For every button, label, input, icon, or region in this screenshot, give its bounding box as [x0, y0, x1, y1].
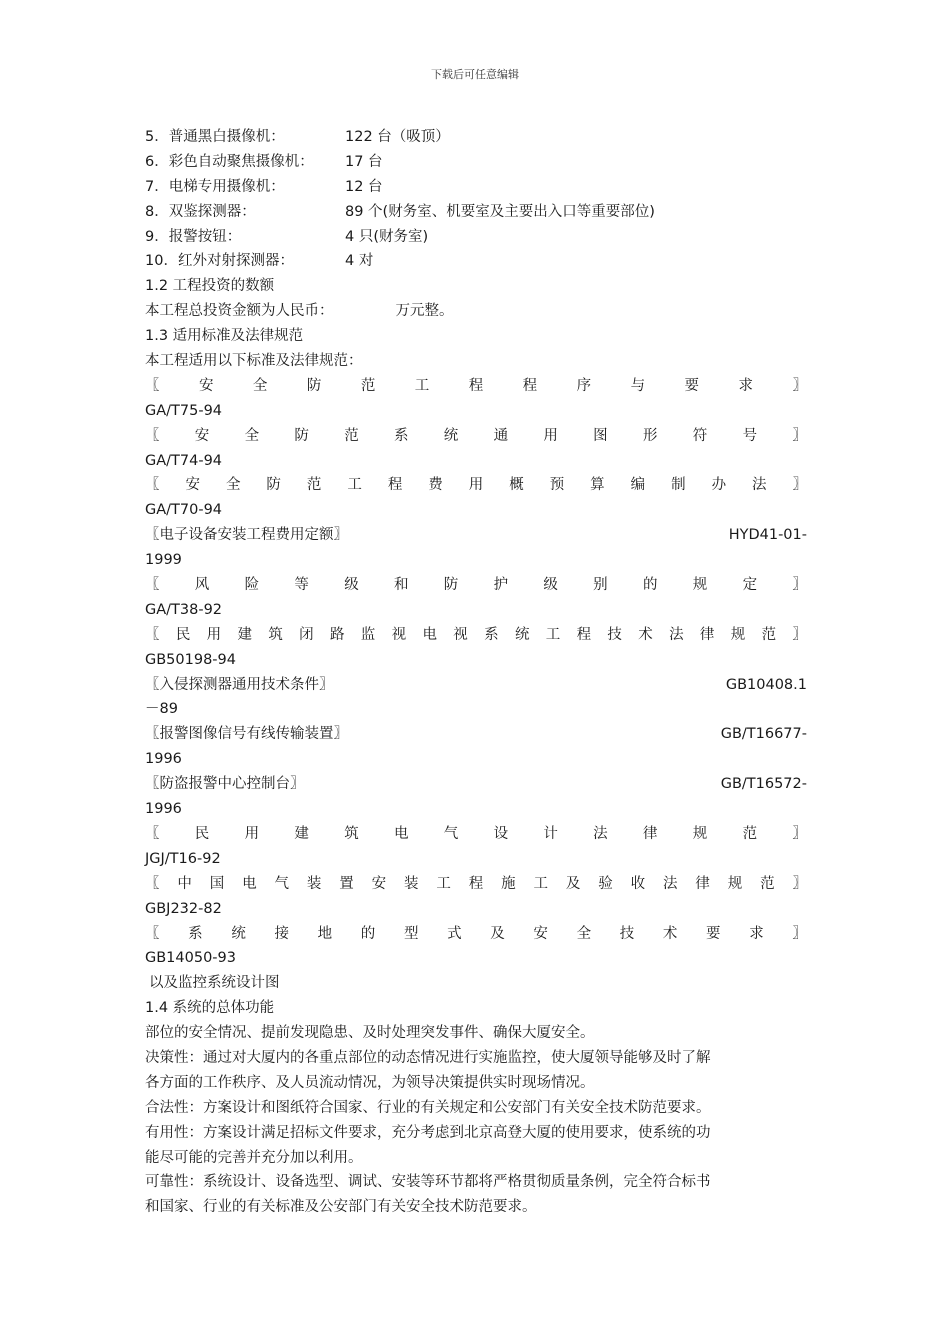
standard-title-char: 范: [742, 825, 758, 842]
standard-title-char: 电: [422, 626, 437, 643]
equipment-item: [145, 150, 807, 175]
standard-title-char: 电: [393, 825, 409, 842]
standard-code: GA/T75-94: [145, 402, 223, 419]
standard-title-char: 规: [692, 577, 708, 594]
amount-blank: [334, 299, 396, 324]
section-heading-1-3: 1.3 适用标准及法律规范: [145, 328, 304, 345]
standard-title-char: 工: [533, 875, 548, 892]
standard-title-char: 〗: [792, 577, 807, 594]
equipment-item: [145, 200, 807, 225]
standard-title-char: 用: [244, 825, 260, 842]
standard-row: [145, 523, 807, 548]
equipment-value: 4 只(财务室): [345, 228, 429, 245]
standard-title-char: 式: [447, 925, 462, 942]
standard-code-part-b: 1996: [145, 801, 182, 818]
standard-title-char: 防: [266, 477, 281, 494]
standard-title-char: 统: [231, 925, 246, 942]
standard-title-char: 程: [576, 626, 592, 643]
standard-code-part-b: －89: [145, 701, 178, 718]
standard-title-char: 序: [576, 377, 592, 394]
standard-title-char: 的: [360, 925, 376, 942]
standard-title-char: 中: [177, 875, 192, 892]
equipment-label: 8．双鉴探测器：: [145, 203, 256, 220]
standard-title-char: 范: [344, 427, 359, 444]
standard-title-char: 安: [533, 925, 548, 942]
standard-title-char: 安: [198, 377, 214, 394]
standard-title-char: 路: [329, 626, 345, 643]
standard-title-char: 系: [188, 925, 203, 942]
standard-title-char: 概: [509, 477, 524, 494]
standard-title-char: 法: [669, 626, 684, 643]
standard-title-char: 用: [543, 427, 558, 444]
standard-title-char: 防: [306, 377, 322, 394]
standard-title-char: 规: [692, 825, 708, 842]
standard-code: JGJ/T16-92: [145, 850, 221, 867]
standard-title-char: 全: [225, 477, 241, 494]
standard-title-char: 筑: [344, 825, 359, 842]
standards-closing: 以及监控系统设计图: [149, 975, 280, 992]
standard-title-char: 术: [662, 925, 678, 942]
standard-row: [145, 772, 807, 797]
paragraph-line: 部位的安全情况、提前发现隐患、及时处理突发事件、确保大厦安全。: [145, 1025, 595, 1042]
section-heading-1-4: 1.4 系统的总体功能: [145, 1000, 275, 1017]
equipment-label: 7．电梯专用摄像机：: [145, 178, 285, 195]
standard-code: GA/T74-94: [145, 452, 223, 469]
standard-title-char: 要: [706, 925, 721, 942]
paragraph-line: 合法性：方案设计和图纸符合国家、行业的有关规定和公安部门有关安全技术防范要求。: [145, 1099, 711, 1116]
amount-prefix: 本工程总投资金额为人民币：: [145, 303, 334, 320]
standard-title: [145, 573, 807, 598]
standard-title-char: 通: [493, 427, 509, 444]
standard-title-char: 工: [436, 875, 451, 892]
equipment-item: [145, 225, 807, 250]
paragraph-line: 各方面的工作秩序、及人员流动情况，为领导决策提供实时现场情况。: [145, 1074, 595, 1091]
standard-title: [145, 872, 807, 897]
standard-title-char: 视: [453, 626, 468, 643]
standard-title-char: 安: [185, 477, 200, 494]
standard-code: GBJ232-82: [145, 900, 222, 917]
standard-title-char: 图: [593, 427, 608, 444]
equipment-list: [145, 125, 807, 274]
standard-title-char: 编: [630, 477, 646, 494]
standard-title-char: 程: [387, 477, 403, 494]
standard-row: [145, 722, 807, 747]
standard-title-char: 程: [522, 377, 538, 394]
standard-code: GA/T70-94: [145, 502, 223, 519]
standard-title-char: 〗: [792, 825, 807, 842]
standard-title-char: 费: [428, 477, 443, 494]
standard-code-part-a: GB/T16572-: [720, 776, 807, 793]
equipment-value: 122 台（吸顶）: [345, 129, 450, 145]
standard-title-char: 建: [237, 626, 252, 643]
standard-title-char: 〖: [145, 427, 160, 444]
investment-amount-line: [145, 299, 807, 324]
standard-title-char: 装: [404, 875, 419, 892]
standard-title-char: 〗: [792, 875, 807, 892]
paragraph-line: 能尽可能的完善并充分加以利用。: [145, 1149, 363, 1166]
equipment-value: 17 台: [345, 153, 383, 170]
function-paragraph: [145, 1170, 807, 1220]
standard-title: [145, 623, 807, 648]
standard-title-char: 置: [339, 875, 354, 892]
standard-title-char: 〖: [145, 875, 160, 892]
standard-title-char: 闭: [299, 626, 314, 643]
standard-title-char: 国: [209, 875, 225, 892]
standard-title-char: 〖: [145, 377, 160, 394]
standard-title-char: 安: [371, 875, 387, 892]
standard-title-char: 气: [274, 875, 289, 892]
standard-title-char: 计: [543, 825, 558, 842]
standard-title-char: 监: [360, 626, 376, 643]
function-paragraph: [145, 1096, 807, 1121]
equipment-value: 89 个(财务室、机要室及主要出入口等重要部位): [345, 203, 655, 220]
section-heading-1-2: 1.2 工程投资的数额: [145, 278, 275, 295]
standard-title-char: 视: [391, 626, 407, 643]
standard-title-char: 统: [514, 626, 530, 643]
equipment-label: 10．红外对射探测器：: [145, 253, 294, 270]
equipment-item: [145, 175, 807, 200]
standard-title-char: 全: [252, 377, 268, 394]
equipment-item: [145, 125, 807, 150]
standard-title-char: 用: [468, 477, 484, 494]
standard-title-char: 规: [727, 875, 743, 892]
standard-title-char: 设: [493, 825, 509, 842]
standard-title-char: 用: [206, 626, 222, 643]
standard-title-char: 要: [684, 377, 700, 394]
standard-title-char: 范: [306, 477, 322, 494]
standard-title-char: 求: [749, 925, 764, 942]
paragraph-line: 可靠性：系统设计、设备选型、调试、安装等环节都将严格贯彻质量条例，完全符合标书: [145, 1174, 711, 1191]
standard-title-char: 〗: [792, 925, 807, 942]
paragraph-line: 和国家、行业的有关标准及公安部门有关安全技术防范要求。: [145, 1199, 537, 1216]
standard-title-char: 电: [242, 875, 257, 892]
standard-title-char: 验: [598, 875, 613, 892]
standard-code: GB50198-94: [145, 651, 236, 668]
standard-title-char: 〗: [792, 377, 807, 394]
standard-title-char: 系: [393, 427, 409, 444]
equipment-label: 5．普通黑白摄像机：: [145, 129, 285, 145]
standard-title-char: 全: [244, 427, 260, 444]
standard-title-char: 防: [443, 577, 459, 594]
standard-title-char: 防: [294, 427, 309, 444]
standards-list: [145, 374, 807, 971]
standard-title-char: 全: [576, 925, 592, 942]
equipment-value: 4 对: [345, 253, 374, 270]
equipment-item: [145, 249, 807, 274]
standard-code-part-a: HYD41-01-: [728, 527, 807, 544]
standard-title-char: 工: [347, 477, 362, 494]
standard-title-char: 收: [630, 875, 646, 892]
standard-title-char: 法: [752, 477, 767, 494]
standards-intro: 本工程适用以下标准及法律规范：: [145, 353, 363, 370]
page-header: 下载后可任意编辑: [431, 68, 519, 81]
standard-code-part-a: GB/T16677-: [720, 726, 807, 743]
standard-title-char: 别: [593, 577, 608, 594]
standard-code-part-b: 1996: [145, 751, 182, 768]
standard-title-char: 法: [663, 875, 678, 892]
standard-title-char: 地: [317, 925, 333, 942]
standard-title-char: 办: [711, 477, 727, 494]
standard-title-char: 号: [742, 427, 758, 444]
standard-title-char: 求: [738, 377, 753, 394]
standard-code: GB14050-93: [145, 950, 236, 967]
standard-title-char: 符: [692, 427, 708, 444]
standard-title-char: 范: [360, 377, 376, 394]
standard-title-char: 护: [493, 577, 509, 594]
function-paragraphs: [145, 1021, 807, 1220]
standard-title-char: 〖: [145, 477, 160, 494]
amount-suffix: 万元整。: [395, 303, 454, 320]
standard-title: [145, 424, 807, 449]
standard-title-char: 统: [443, 427, 459, 444]
equipment-label: 9．报警按钮：: [145, 228, 242, 245]
standard-title: 〖电子设备安装工程费用定额〗: [145, 527, 348, 544]
standard-title-char: 型: [403, 925, 419, 942]
standard-title-char: 形: [642, 427, 658, 444]
function-paragraph: [145, 1046, 807, 1096]
standard-title-char: 级: [543, 577, 558, 594]
standard-title-char: 〖: [145, 577, 160, 594]
standard-title-char: 法: [593, 825, 608, 842]
standard-title-char: 安: [194, 427, 210, 444]
standard-title: [145, 374, 807, 399]
equipment-label: 6．彩色自动聚焦摄像机：: [145, 153, 314, 170]
equipment-value: 12 台: [345, 178, 383, 195]
standard-title-char: 程: [468, 377, 484, 394]
standard-title-char: 工: [545, 626, 561, 643]
standard-title-char: 气: [443, 825, 459, 842]
standard-code-part-a: GB10408.1: [725, 676, 807, 693]
paragraph-line: 有用性：方案设计满足招标文件要求，充分考虑到北京高登大厦的使用要求，使系统的功: [145, 1124, 711, 1141]
standard-title-char: 装: [306, 875, 322, 892]
standard-title-char: 〗: [792, 477, 807, 494]
standard-row: [145, 673, 807, 698]
standard-title-char: 范: [760, 875, 775, 892]
standard-title: 〖报警图像信号有线传输装置〗: [145, 726, 348, 743]
standard-title: [145, 473, 807, 498]
standard-title-char: 〖: [145, 825, 160, 842]
function-paragraph: [145, 1021, 807, 1046]
standard-title-char: 技: [607, 626, 622, 643]
standard-title-char: 风: [194, 577, 210, 594]
standard-title-char: 与: [630, 377, 646, 394]
standard-title-char: 〖: [145, 626, 160, 643]
standard-title-char: 律: [642, 825, 658, 842]
standard-title-char: 施: [501, 875, 516, 892]
document-body: [145, 125, 807, 1220]
standard-title-char: 程: [468, 875, 484, 892]
standard-title: [145, 922, 807, 947]
standard-title-char: 等: [294, 577, 309, 594]
standard-title-char: 范: [761, 626, 777, 643]
standard-title-char: 的: [642, 577, 658, 594]
standard-code: GA/T38-92: [145, 601, 223, 618]
standard-title-char: 算: [590, 477, 605, 494]
standard-title-char: 工: [414, 377, 430, 394]
standard-title-char: 规: [730, 626, 746, 643]
standard-title-char: 及: [565, 875, 581, 892]
standard-title-char: 技: [619, 925, 635, 942]
standard-title: 〖防盗报警中心控制台〗: [145, 776, 305, 793]
standard-title-char: 〖: [145, 925, 160, 942]
standard-title-char: 和: [393, 577, 409, 594]
standard-title-char: 〗: [792, 626, 807, 643]
standard-title-char: 律: [695, 875, 710, 892]
standard-title-char: 民: [175, 626, 191, 643]
standard-title-char: 系: [484, 626, 499, 643]
standard-title: [145, 822, 807, 847]
paragraph-line: 决策性：通过对大厦内的各重点部位的动态情况进行实施监控，使大厦领导能够及时了解: [145, 1049, 711, 1066]
function-paragraph: [145, 1121, 807, 1171]
standard-title-char: 术: [638, 626, 653, 643]
standard-title-char: 筑: [268, 626, 283, 643]
standard-title-char: 级: [344, 577, 359, 594]
standard-title-char: 定: [742, 577, 758, 594]
standard-title-char: 险: [244, 577, 260, 594]
standard-title-char: 及: [490, 925, 505, 942]
standard-title-char: 〗: [792, 427, 807, 444]
standard-title-char: 接: [274, 925, 289, 942]
standard-code-part-b: 1999: [145, 552, 182, 569]
standard-title-char: 律: [699, 626, 715, 643]
standard-title-char: 民: [194, 825, 210, 842]
standard-title-char: 制: [671, 477, 686, 494]
standard-title-char: 建: [294, 825, 309, 842]
standard-title: 〖入侵探测器通用技术条件〗: [145, 676, 334, 693]
standard-title-char: 预: [549, 477, 565, 494]
